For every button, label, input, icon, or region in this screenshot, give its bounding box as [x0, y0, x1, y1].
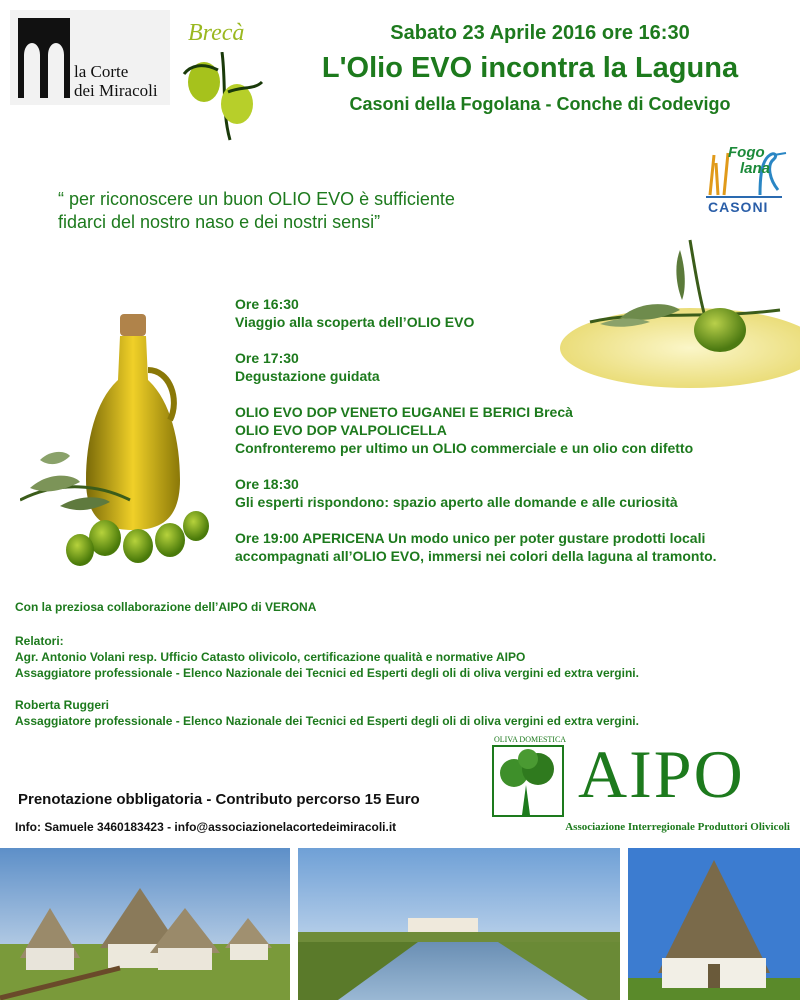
booking-note: Prenotazione obbligatoria - Contributo percorso 15 Euro	[18, 791, 420, 808]
program-text: accompagnati all’OLIO EVO, immersi nei colori della laguna al tramonto.	[235, 548, 717, 564]
program-block	[235, 403, 795, 457]
speakers	[15, 633, 775, 729]
speaker-1-role: Assaggiatore professionale - Elenco Nazionale dei Tecnici ed Esperti degli oli di oliva vergini ed extra vergini.	[15, 666, 639, 680]
program-text: Confronteremo per ultimo un OLIO commerciale e un olio con difetto	[235, 440, 694, 456]
program-block	[235, 475, 795, 511]
olive-oil-bottle-image	[20, 310, 220, 580]
contact-info: Info: Samuele 3460183423 - info@associazionelacortedeimiracoli.it	[15, 820, 397, 834]
event-date: Sabato 23 Aprile 2016 ore 16:30	[390, 22, 690, 44]
quote-line1: “ per riconoscere un buon OLIO EVO è sufficiente	[58, 189, 455, 209]
speaker-1-name: Agr. Antonio Volani resp. Ufficio Catasto olivicolo, certificazione qualità e normative AIPO	[15, 650, 526, 664]
collaboration-note: Con la preziosa collaborazione dell’AIPO di VERONA	[15, 600, 317, 614]
event-title: L'Olio EVO incontra la Laguna	[321, 52, 739, 84]
casone-hut-illustration	[628, 848, 800, 1000]
fogolana-line1: Fogo	[728, 144, 765, 161]
olive-tree-icon	[492, 745, 564, 817]
corte-logo-line1: la Corte	[74, 62, 129, 81]
fogolana-line2: lana	[740, 160, 771, 177]
fogolana-line3: CASONI	[708, 199, 769, 215]
breca-logo-text: Brecà	[188, 20, 245, 46]
breca-logo	[182, 12, 264, 140]
quote-line2: fidarci del nostro naso e dei nostri sensi”	[58, 212, 381, 232]
event-place: Casoni della Fogolana - Conche di Codevigo	[349, 94, 731, 114]
casone-photo-right	[628, 848, 800, 1000]
speakers-heading: Relatori:	[15, 634, 64, 648]
lagoon-illustration	[298, 848, 620, 1000]
casoni-photo-left	[0, 848, 290, 1000]
program-time: Ore 18:30	[235, 476, 299, 492]
aipo-name: AIPO	[578, 736, 745, 812]
oil-bottle-illustration	[20, 310, 220, 580]
program-block	[235, 349, 795, 385]
program-text: OLIO EVO DOP VENETO EUGANEI E BERICI Brecà	[235, 404, 573, 420]
corte-dei-miracoli-logo	[10, 10, 170, 105]
corte-logo-line2: dei Miracoli	[74, 81, 158, 100]
speaker-2-role: Assaggiatore professionale - Elenco Nazionale dei Tecnici ed Esperti degli oli di oliva vergini ed extra vergini.	[15, 714, 639, 728]
program-time: Ore 16:30	[235, 296, 299, 312]
program-text: Gli esperti rispondono: spazio aperto alle domande e alle curiosità	[235, 494, 678, 510]
program-text: Degustazione guidata	[235, 368, 380, 384]
fogolana-casoni-logo	[700, 135, 788, 217]
casoni-huts-illustration	[0, 848, 290, 1000]
aipo-top-text: OLIVA DOMESTICA	[494, 735, 567, 744]
program	[235, 295, 795, 583]
lagoon-photo	[298, 848, 620, 1000]
program-time: Ore 17:30	[235, 350, 299, 366]
aipo-subtitle: Associazione Interregionale Produttori Olivicoli	[565, 821, 790, 833]
program-block	[235, 295, 795, 331]
program-block	[235, 529, 795, 565]
program-text: OLIO EVO DOP VALPOLICELLA	[235, 422, 447, 438]
quote	[58, 188, 618, 234]
program-text: Ore 19:00 APERICENA Un modo unico per poter gustare prodotti locali	[235, 530, 706, 546]
olive-branch-icon	[182, 52, 264, 142]
speaker-2-name: Roberta Ruggeri	[15, 698, 110, 712]
program-text: Viaggio alla scoperta dell’OLIO EVO	[235, 314, 475, 330]
aipo-logo	[490, 735, 790, 835]
